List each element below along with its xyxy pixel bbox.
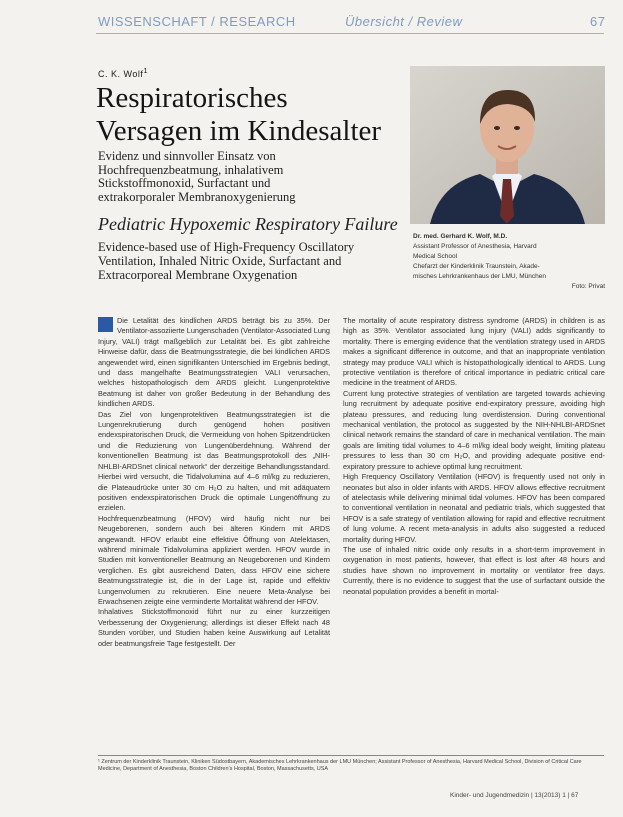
english-title: Pediatric Hypoxemic Respiratory Failure: [98, 214, 398, 234]
author-photo: [410, 66, 605, 224]
header-divider: [96, 33, 604, 34]
photo-credit: Foto: Privat: [571, 283, 605, 290]
german-column: [98, 316, 330, 649]
footnote: ¹ Zentrum der Kinderklinik Traunstein, Kliniken Südostbayern, Akademisches Lehrkrankenhaus der LMU München; Assistant Professor of Anesthesia, Harvard Medical School, Division of Critical Care Medicine, Department of Anesthesia, Boston Children’s Hospital, Boston, Massachusetts, USA: [98, 759, 582, 772]
german-paragraph: Die Letalität des kindlichen ARDS beträgt bis zu 35%. Der Ventilator-assoziierte Lungenschaden (Ventilator-Associated Lung Injury, VALI) trägt maßgeblich zur Letalität bei. Es gibt zahlreiche Hinweise dafür, dass die Beatmungsstrategie, die bei kindlichen ARDS angewendet wird, einen signifikanten Unterschied im Ergebnis bedingt, und dass mangelhafte Beatmungsstrategien VALI verursachen, welches histopathologisch dem ARDS gleicht. Lungenprotektive Beatmung ist daher von großer Bedeutung in der Behandlung des kindlichen ARDS.: [98, 316, 330, 409]
german-paragraph: Inhalatives Stickstoffmonoxid führt nur zu einer kurzzeitigen Verbesserung der Oxygenierung; allerdings ist dieser Effekt nach 48 Stunden vorüber, und Studien haben keine Auswirkung auf Letalität oder beatmungsfreie Tage festgestellt. Der: [98, 607, 330, 648]
caption-line: Chefarzt der Kinderklinik Traunstein, Akade-: [413, 263, 540, 270]
header-category: Übersicht / Review: [345, 14, 463, 29]
header-section: WISSENSCHAFT / RESEARCH: [98, 14, 296, 29]
article-title: Respiratorisches Versagen im Kindesalter: [96, 82, 382, 147]
english-paragraph: High Frequency Oscillatory Ventilation (HFOV) is frequently used not only in neonates but also in older infants with ARDS. HFOV allows effective recruitment of atelectasis while delivering minimal tidal volumes. HFOV has been compared to conventional ventilation in neonatal and pediatric trials, which suggested that HFOV is a safe strategy of ventilation allowing for rapid and effective recruitment of lung volume. A recent meta-analysis in adults also suggested a reduced mortality during HFOV.: [343, 472, 605, 544]
english-paragraph: The mortality of acute respiratory distress syndrome (ARDS) in children is as high as 35%. Ventilator associated lung injury (VALI) adds significantly to mortality. There is emerging evidence that the ventilation strategy used in ARDS makes a significant difference in outcome, and that an inappropriate ventilation strategy may produce VALI which is histopathologically identical to ARDS. Lung protective ventilation is therefore of critical importance in pediatric critical care medicine in the treatment of ARDS.: [343, 316, 605, 388]
footnote-divider: [98, 755, 604, 756]
caption-name: Dr. med. Gerhard K. Wolf, M.D.: [413, 233, 508, 240]
section-marker-square: [98, 317, 113, 332]
english-subtitle: Evidence-based use of High-Frequency Oscillatory Ventilation, Inhaled Nitric Oxide, Surfactant and Extracorporeal Membrane Oxygenation: [98, 240, 355, 282]
caption-line: Assistant Professor of Anesthesia, Harvard: [413, 243, 537, 250]
author-name: C. K. Wolf: [98, 69, 144, 79]
page-footer: Kinder- und Jugendmedizin | 13(2013) 1 | 67: [450, 792, 579, 799]
page-number: 67: [590, 14, 606, 29]
english-column: [343, 316, 605, 597]
english-paragraph: The use of inhaled nitric oxide only results in a short-term improvement in oxygenation in most patients, however, that effect is lost after 48 hours and studies have shown no improvement in mortality or ventilator free days. Currently, there is no evidence to suggest that the use of surfactant outside the neonatal population provides a benefit in mortal-: [343, 544, 605, 596]
caption-line: misches Lehrkrankenhaus der LMU, München: [413, 273, 546, 280]
author-line: [98, 66, 148, 79]
author-footnote-marker: 1: [143, 66, 149, 75]
german-paragraph: Hochfrequenzbeatmung (HFOV) wird häufig nicht nur bei Neugeborenen, sondern auch bei älteren Kindern mit ARDS angewandt. HFOV erlaubt eine effektive Öffnung von Atelektasen, während minimale Tidalvolumina appliziert werden. HFOV wurde in Studien mit konventioneller Beatmung an Neugeborenen und Kindern verglichen. Es gibt ausreichend Daten, dass HFOV eine sichere Beatmungsstrategie ist, die in der Lage ist, rapide und effektiv Lungenvolumen zu rekrutieren. Eine neuere Meta-Analyse bei Erwachsenen zeigte eine verminderte Mortalität während der HFOV.: [98, 513, 330, 606]
english-paragraph: Current lung protective strategies of ventilation are targeted towards achieving lung recruitment by adequate positive end-expiratory pressure, avoiding high plateau pressures, and reducing lung overdistension. During conventional mechanical ventilation, the protocol as suggested by the NIH-NHLBI-ARDSnet clinical network remains the standard of care in mechanical ventilation. The main goals are limiting tidal volumes to 4–6 ml/kg ideal body weight, limiting plateau pressures to less than 30 cm H₂O, and providing adequate positive end-expiratory pressure to achieve optimal lung recruitment.: [343, 388, 605, 471]
portrait-image: [410, 66, 605, 224]
german-paragraph: Das Ziel von lungenprotektiven Beatmungsstrategien ist die Lungenrekrutierung durch genügend hohen positiven endexspiratorischen Druck, die Vermeidung von hohen Spitzendrücken und die Reduzierung von Lungenüberdehnung. Während der konventionellen Beatmung ist das Beatmungsprotokoll des „NIH-NHLBI-ARDSnet clinical network“ der derzeitige Behandlungsstandard. Hierbei wird versucht, die Tidalvolumina auf 4–6 ml/kg zu reduzieren, die Plateaudrücke unter 30 cm H₂O zu halten, und mit adäquatem positiven endexspiratorischen Druck die optimale Lungenöffnung zu erzielen.: [98, 409, 330, 513]
caption-line: Medical School: [413, 253, 458, 260]
photo-caption: [413, 232, 605, 292]
article-subtitle: Evidenz und sinnvoller Einsatz von Hochfrequenzbeatmung, inhalativem Stickstoffmonoxid, Surfactant und extrakorporaler Membranoxygenierung: [98, 149, 296, 204]
